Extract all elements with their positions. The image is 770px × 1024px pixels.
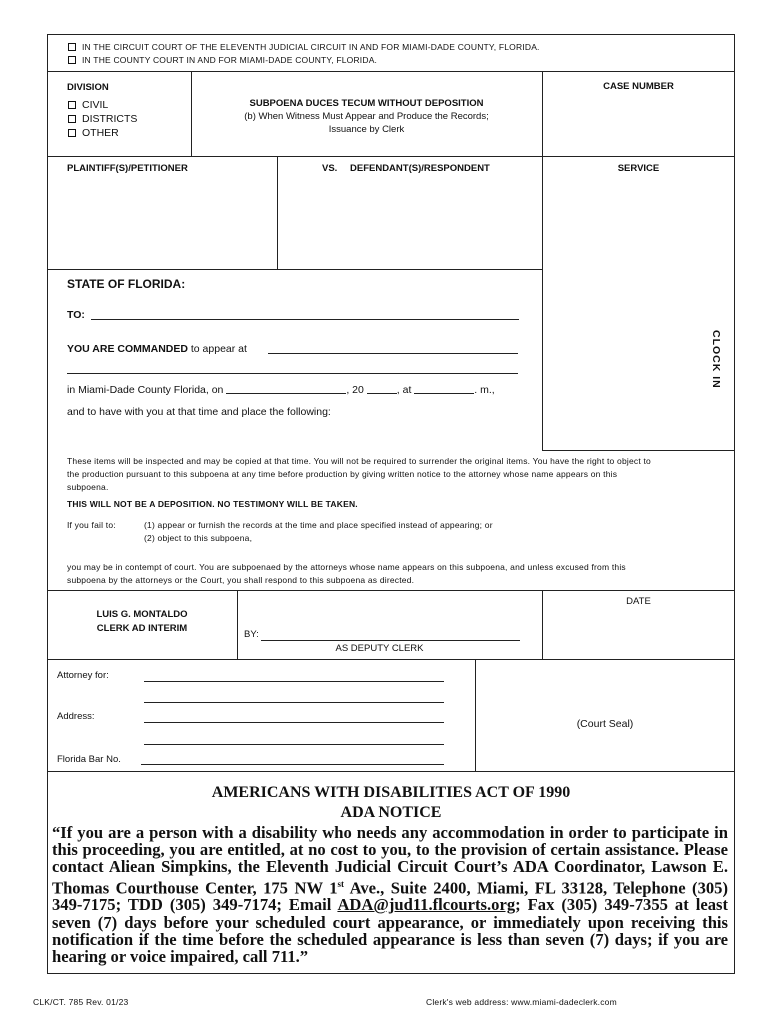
divider [47,590,735,591]
attorney-for-field[interactable] [144,671,444,682]
address-label: Address: [57,711,95,722]
fail-condition: (2) object to this subpoena, [144,533,253,543]
clerk-web-address: Clerk's web address: www.miami-dadeclerk.com [426,997,617,1007]
and-to-have-text: and to have with you at that time and place the following: [67,406,331,418]
ada-email-link[interactable]: ADA@jud11.flcourts.org [337,895,516,915]
address-field-2[interactable] [144,734,444,745]
vs-label: VS. [322,163,338,174]
circuit-court-option[interactable]: IN THE CIRCUIT COURT OF THE ELEVENTH JUDICIAL CIRCUIT IN AND FOR MIAMI-DADE COUNTY, FLORIDA. [68,42,540,52]
county-court-option[interactable]: IN THE COUNTY COURT IN AND FOR MIAMI-DADE COUNTY, FLORIDA. [68,55,377,65]
by-label: BY: [244,629,259,640]
divider [47,269,542,270]
checkbox[interactable] [68,43,76,51]
divider [47,156,735,157]
contempt-line: you may be in contempt of court. You are subpoenaed by the attorneys whose name appears on this subpoena, and unless excused from this [67,562,626,572]
year-field[interactable] [367,383,397,394]
checkbox[interactable] [68,129,76,137]
county-date-line: in Miami-Dade County Florida, on , 20 , at . m., [67,384,495,396]
checkbox[interactable] [68,56,76,64]
form-number: CLK/CT. 785 Rev. 01/23 [33,997,129,1007]
to-field[interactable] [91,309,519,320]
divider [542,450,735,451]
division-label: DIVISION [67,82,109,93]
notice-line: subpoena. [67,482,109,492]
checkbox[interactable] [68,101,76,109]
ada-heading: AMERICANS WITH DISABILITIES ACT OF 1990 [211,784,571,801]
divider [47,771,735,772]
divider [47,659,735,660]
time-field[interactable] [414,383,474,394]
notice-line: These items will be inspected and may be copied at that time. You will not be required to surrender the original items. You have the right to object to [67,456,651,466]
ada-notice-body: “If you are a person with a disability who needs any accommodation in order to participate in this proceeding, you are entitled, at no cost to you, to the provision of certain assistance. Please contact Aliean Simpkins, the Eleventh Judicial Circuit Court’s ADA Coordinator, Lawson E. Thomas Courthouse Center, 175 NW 1st Ave., Suite 2400, Miami, FL 33128, Telephone (305) 349-7175; TDD (305) 349-7174; Email ADA@jud11.flcourts.org; Fax (305) 349-7355 at least seven (7) days before your scheduled court appearance, or immediately upon receiving this notification if the time before the scheduled appearance is less than seven (7) days; if you are hearing or voice impaired, call 711.” [52,823,729,966]
case-number-label: CASE NUMBER [603,81,674,92]
defendant-label: DEFENDANT(S)/RESPONDENT [350,163,490,174]
checkbox[interactable] [68,115,76,123]
signature-field[interactable] [261,630,520,641]
form-title: SUBPOENA DUCES TECUM WITHOUT DEPOSITION [249,98,484,109]
attorney-for-field-2[interactable] [144,692,444,703]
appear-at-field[interactable] [268,343,518,354]
ada-subheading: ADA NOTICE [340,804,442,821]
bar-no-label: Florida Bar No. [57,754,121,765]
service-label: SERVICE [617,163,660,174]
date-field[interactable] [226,383,346,394]
no-deposition-notice: THIS WILL NOT BE A DEPOSITION. NO TESTIMONY WILL BE TAKEN. [67,499,358,509]
division-option-districts[interactable]: DISTRICTS [68,113,137,125]
divider [542,71,543,450]
clock-in-label: CLOCK IN [710,330,722,389]
divider [47,71,735,72]
address-field[interactable] [144,712,444,723]
state-of-florida: STATE OF FLORIDA: [67,277,186,291]
clerk-name: LUIS G. MONTALDO [96,609,188,620]
deputy-clerk-label: AS DEPUTY CLERK [335,643,424,654]
division-option-other[interactable]: OTHER [68,127,119,139]
division-option-civil[interactable]: CIVIL [68,99,108,111]
attorney-for-label: Attorney for: [57,670,109,681]
form-subtitle: Issuance by Clerk [328,124,405,135]
clerk-title: CLERK AD INTERIM [96,623,188,634]
court-seal-label: (Court Seal) [576,718,634,730]
fail-condition: (1) appear or furnish the records at the time and place specified instead of appearing; or [144,520,493,530]
to-label: TO: [67,309,85,321]
form-subtitle: (b) When Witness Must Appear and Produce the Records; [244,111,489,122]
bar-no-field[interactable] [141,754,444,765]
if-you-fail-label: If you fail to: [67,520,116,530]
contempt-line: subpoena by the attorneys or the Court, you shall respond to this subpoena as directed. [67,575,415,585]
plaintiff-label: PLAINTIFF(S)/PETITIONER [67,163,188,174]
divider [475,659,476,771]
notice-line: the production pursuant to this subpoena at any time before production by giving written notice to the attorney whose name appears on this [67,469,618,479]
date-label: DATE [626,596,651,607]
appear-at-field-2[interactable] [67,363,518,374]
divider [277,156,278,269]
commanded-text: YOU ARE COMMANDED to appear at [67,343,247,355]
